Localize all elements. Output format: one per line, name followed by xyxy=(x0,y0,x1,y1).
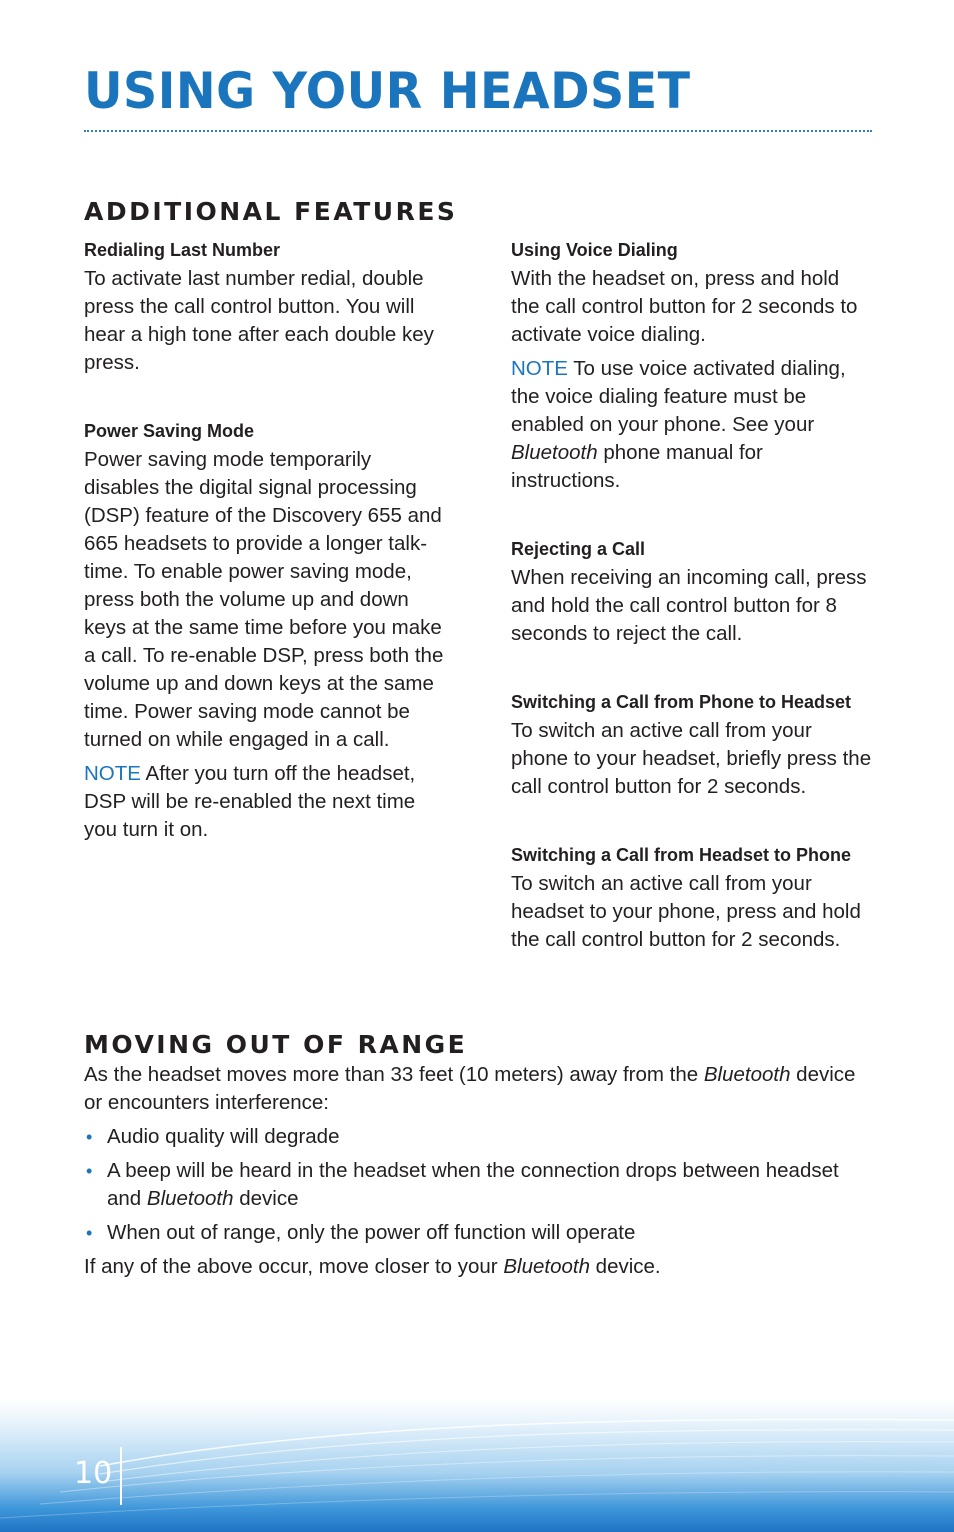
redial-section xyxy=(84,240,446,377)
additional-features-heading: ADDITIONAL FEATURES xyxy=(84,197,458,226)
page-title: USING YOUR HEADSET xyxy=(84,62,691,120)
title-dotted-rule xyxy=(84,130,872,132)
headset-to-phone-subhead: Switching a Call from Headset to Phone xyxy=(511,845,852,865)
phone-to-headset-body: To switch an active call from your phone to your headset, briefly press the call control button for 2 seconds. xyxy=(511,719,872,798)
bluetooth-term: Bluetooth xyxy=(703,1063,791,1086)
out-of-range-section xyxy=(84,1061,874,1281)
power-saving-subhead: Power Saving Mode xyxy=(84,421,255,441)
bullet-icon: • xyxy=(86,1161,93,1181)
redial-body: To activate last number redial, double press the call control button. You will hear a high tone after each double key press. xyxy=(84,267,434,374)
note-text: After you turn off the headset, DSP will be re-enabled the next time you turn it on. xyxy=(84,762,416,841)
note-text: phone manual for instructions. xyxy=(511,441,763,492)
list-item: • When out of range, only the power off function will operate xyxy=(84,1219,874,1247)
voice-dialing-body: With the headset on, press and hold the call control button for 2 seconds to activate voice dialing. xyxy=(511,267,858,346)
rejecting-body: When receiving an incoming call, press and hold the call control button for 8 seconds to reject the call. xyxy=(511,566,867,645)
power-saving-section xyxy=(84,421,446,844)
power-saving-body: Power saving mode temporarily disables the digital signal processing (DSP) feature of the Discovery 655 and 665 headsets to provide a longer talk-time. To enable power saving mode, press both the volume up and down keys at the same time before you make a call. To re-enable DSP, press both the volume up and down keys at the same time. Power saving mode cannot be turned on while engaged in a call. xyxy=(84,448,444,751)
list-item: • A beep will be heard in the headset when the connection drops between headset and Bluetooth device xyxy=(86,1159,839,1210)
voice-dialing-section xyxy=(511,240,873,495)
out-of-range-bullets xyxy=(84,1123,874,1247)
bullet-icon: • xyxy=(86,1127,93,1147)
phone-to-headset-section xyxy=(511,692,873,801)
redial-subhead: Redialing Last Number xyxy=(84,240,281,260)
page-number-divider xyxy=(120,1447,122,1505)
rejecting-subhead: Rejecting a Call xyxy=(511,539,646,559)
note-label: NOTE xyxy=(84,762,141,785)
list-item: • Audio quality will degrade xyxy=(84,1123,874,1151)
voice-dialing-note xyxy=(511,355,873,495)
rejecting-section xyxy=(511,539,873,648)
bluetooth-term: Bluetooth xyxy=(146,1187,234,1210)
bluetooth-term: Bluetooth xyxy=(511,441,598,464)
out-of-range-heading: MOVING OUT OF RANGE xyxy=(84,1030,468,1059)
page-number: 10 xyxy=(74,1456,113,1491)
headset-to-phone-section xyxy=(511,845,873,954)
bluetooth-term: Bluetooth xyxy=(503,1255,590,1278)
bullet-icon: • xyxy=(86,1223,93,1243)
power-saving-note xyxy=(84,760,446,844)
phone-to-headset-subhead: Switching a Call from Phone to Headset xyxy=(511,692,852,712)
voice-dialing-subhead: Using Voice Dialing xyxy=(511,240,678,260)
note-text: To use voice activated dialing, the voice dialing feature must be enabled on your phone. See your xyxy=(511,357,846,436)
wave-lines-decoration xyxy=(0,1400,954,1532)
headset-to-phone-body: To switch an active call from your headset to your phone, press and hold the call control button for 2 seconds. xyxy=(511,872,861,951)
note-label: NOTE xyxy=(511,357,568,380)
footer-wave-band xyxy=(0,1400,954,1532)
out-of-range-outro: If any of the above occur, move closer to your Bluetooth device. xyxy=(84,1255,661,1278)
out-of-range-intro: As the headset moves more than 33 feet (10 meters) away from the Bluetooth device or encounters interference: xyxy=(84,1063,856,1114)
